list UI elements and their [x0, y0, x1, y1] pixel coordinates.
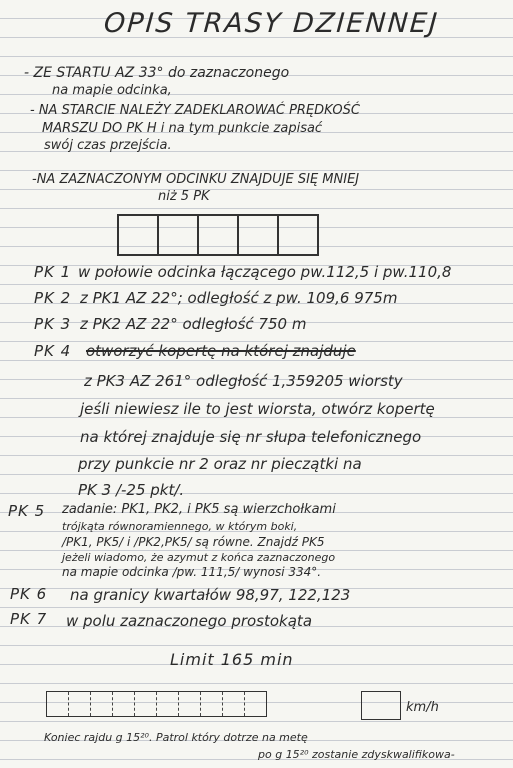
pk4-detail: jeśli niewiesz ile to jest wiorsta, otwórz kopertę — [80, 400, 435, 418]
pk5-line: trójkąta równoramiennego, w którym boki, — [62, 520, 298, 533]
pk1-label: PK 1 — [34, 263, 72, 281]
pk5-line: jeżeli wiadomo, że azymut z końca zaznaczonego — [62, 551, 336, 564]
grid-cell — [239, 216, 279, 254]
speed-declaration-box — [361, 691, 401, 720]
grid-cell — [279, 216, 317, 254]
grid-cell — [91, 692, 113, 716]
intro-line: - NA STARCIE NALEŻY ZADEKLAROWAĆ PRĘDKOŚĆ — [30, 103, 360, 118]
grid-cell — [179, 692, 201, 716]
grid-cell — [119, 216, 159, 254]
grid-cell — [245, 692, 266, 716]
pk6-text: na granicy kwartałów 98,97, 122,123 — [70, 586, 351, 604]
grid-cell — [199, 216, 239, 254]
footer-line: po g 15²⁰ zostanie zdyskwalifikowa- — [258, 748, 455, 761]
pk4-label: PK 4 — [34, 342, 72, 360]
pk5-label: PK 5 — [8, 502, 46, 520]
speed-unit: km/h — [406, 700, 439, 715]
pk2-label: PK 2 — [34, 289, 72, 307]
pk6-label: PK 6 — [10, 585, 48, 603]
grid-cell — [135, 692, 157, 716]
intro-line: na mapie odcinka, — [52, 83, 172, 98]
footer-line: Koniec rajdu g 15²⁰. Patrol który dotrze na metę — [44, 731, 308, 744]
grid-cell — [113, 692, 135, 716]
time-record-grid — [46, 691, 267, 717]
pk5-line: /PK1, PK5/ i /PK2,PK5/ są równe. Znajdź PK5 — [62, 535, 325, 549]
pk4-detail: przy punkcie nr 2 oraz nr pieczątki na — [78, 455, 362, 473]
grid-cell — [201, 692, 223, 716]
pk4-detail: na której znajduje się nr słupa telefonicznego — [80, 428, 422, 446]
pk5-line: na mapie odcinka /pw. 111,5/ wynosi 334°. — [62, 565, 322, 579]
grid-cell — [223, 692, 245, 716]
pk5-line: zadanie: PK1, PK2, i PK5 są wierzchołkami — [62, 502, 336, 517]
pk2-text: z PK1 AZ 22°; odległość z pw. 109,6 975m — [80, 289, 398, 307]
five-checkpoint-grid — [117, 214, 319, 256]
intro-line: -NA ZAZNACZONYM ODCINKU ZNAJDUJE SIĘ MNIEJ — [32, 172, 360, 187]
pk7-text: w polu zaznaczonego prostokąta — [66, 612, 313, 630]
pk4-detail: z PK3 AZ 261° odległość 1,359205 wiorsty — [84, 372, 403, 390]
intro-line: niż 5 PK — [158, 189, 210, 204]
pk3-text: z PK2 AZ 22° odległość 750 m — [80, 315, 307, 333]
pk4-detail: PK 3 /-25 pkt/. — [78, 481, 185, 499]
pk1-text: w połowie odcinka łączącego pw.112,5 i pw.110,8 — [78, 263, 452, 281]
grid-cell — [157, 692, 179, 716]
intro-line: - ZE STARTU AZ 33° do zaznaczonego — [24, 65, 290, 81]
grid-cell — [69, 692, 91, 716]
grid-cell — [159, 216, 199, 254]
grid-cell — [47, 692, 69, 716]
pk3-label: PK 3 — [34, 315, 72, 333]
time-limit: Limit 165 min — [170, 650, 294, 669]
pk7-label: PK 7 — [10, 610, 48, 628]
intro-line: MARSZU DO PK H i na tym punkcie zapisać — [42, 121, 323, 136]
page-title: OPIS TRASY DZIENNEJ — [102, 8, 440, 39]
pk4-strikethrough-text: otworzyć kopertę na której znajduje — [86, 342, 356, 360]
intro-line: swój czas przejścia. — [44, 138, 172, 153]
